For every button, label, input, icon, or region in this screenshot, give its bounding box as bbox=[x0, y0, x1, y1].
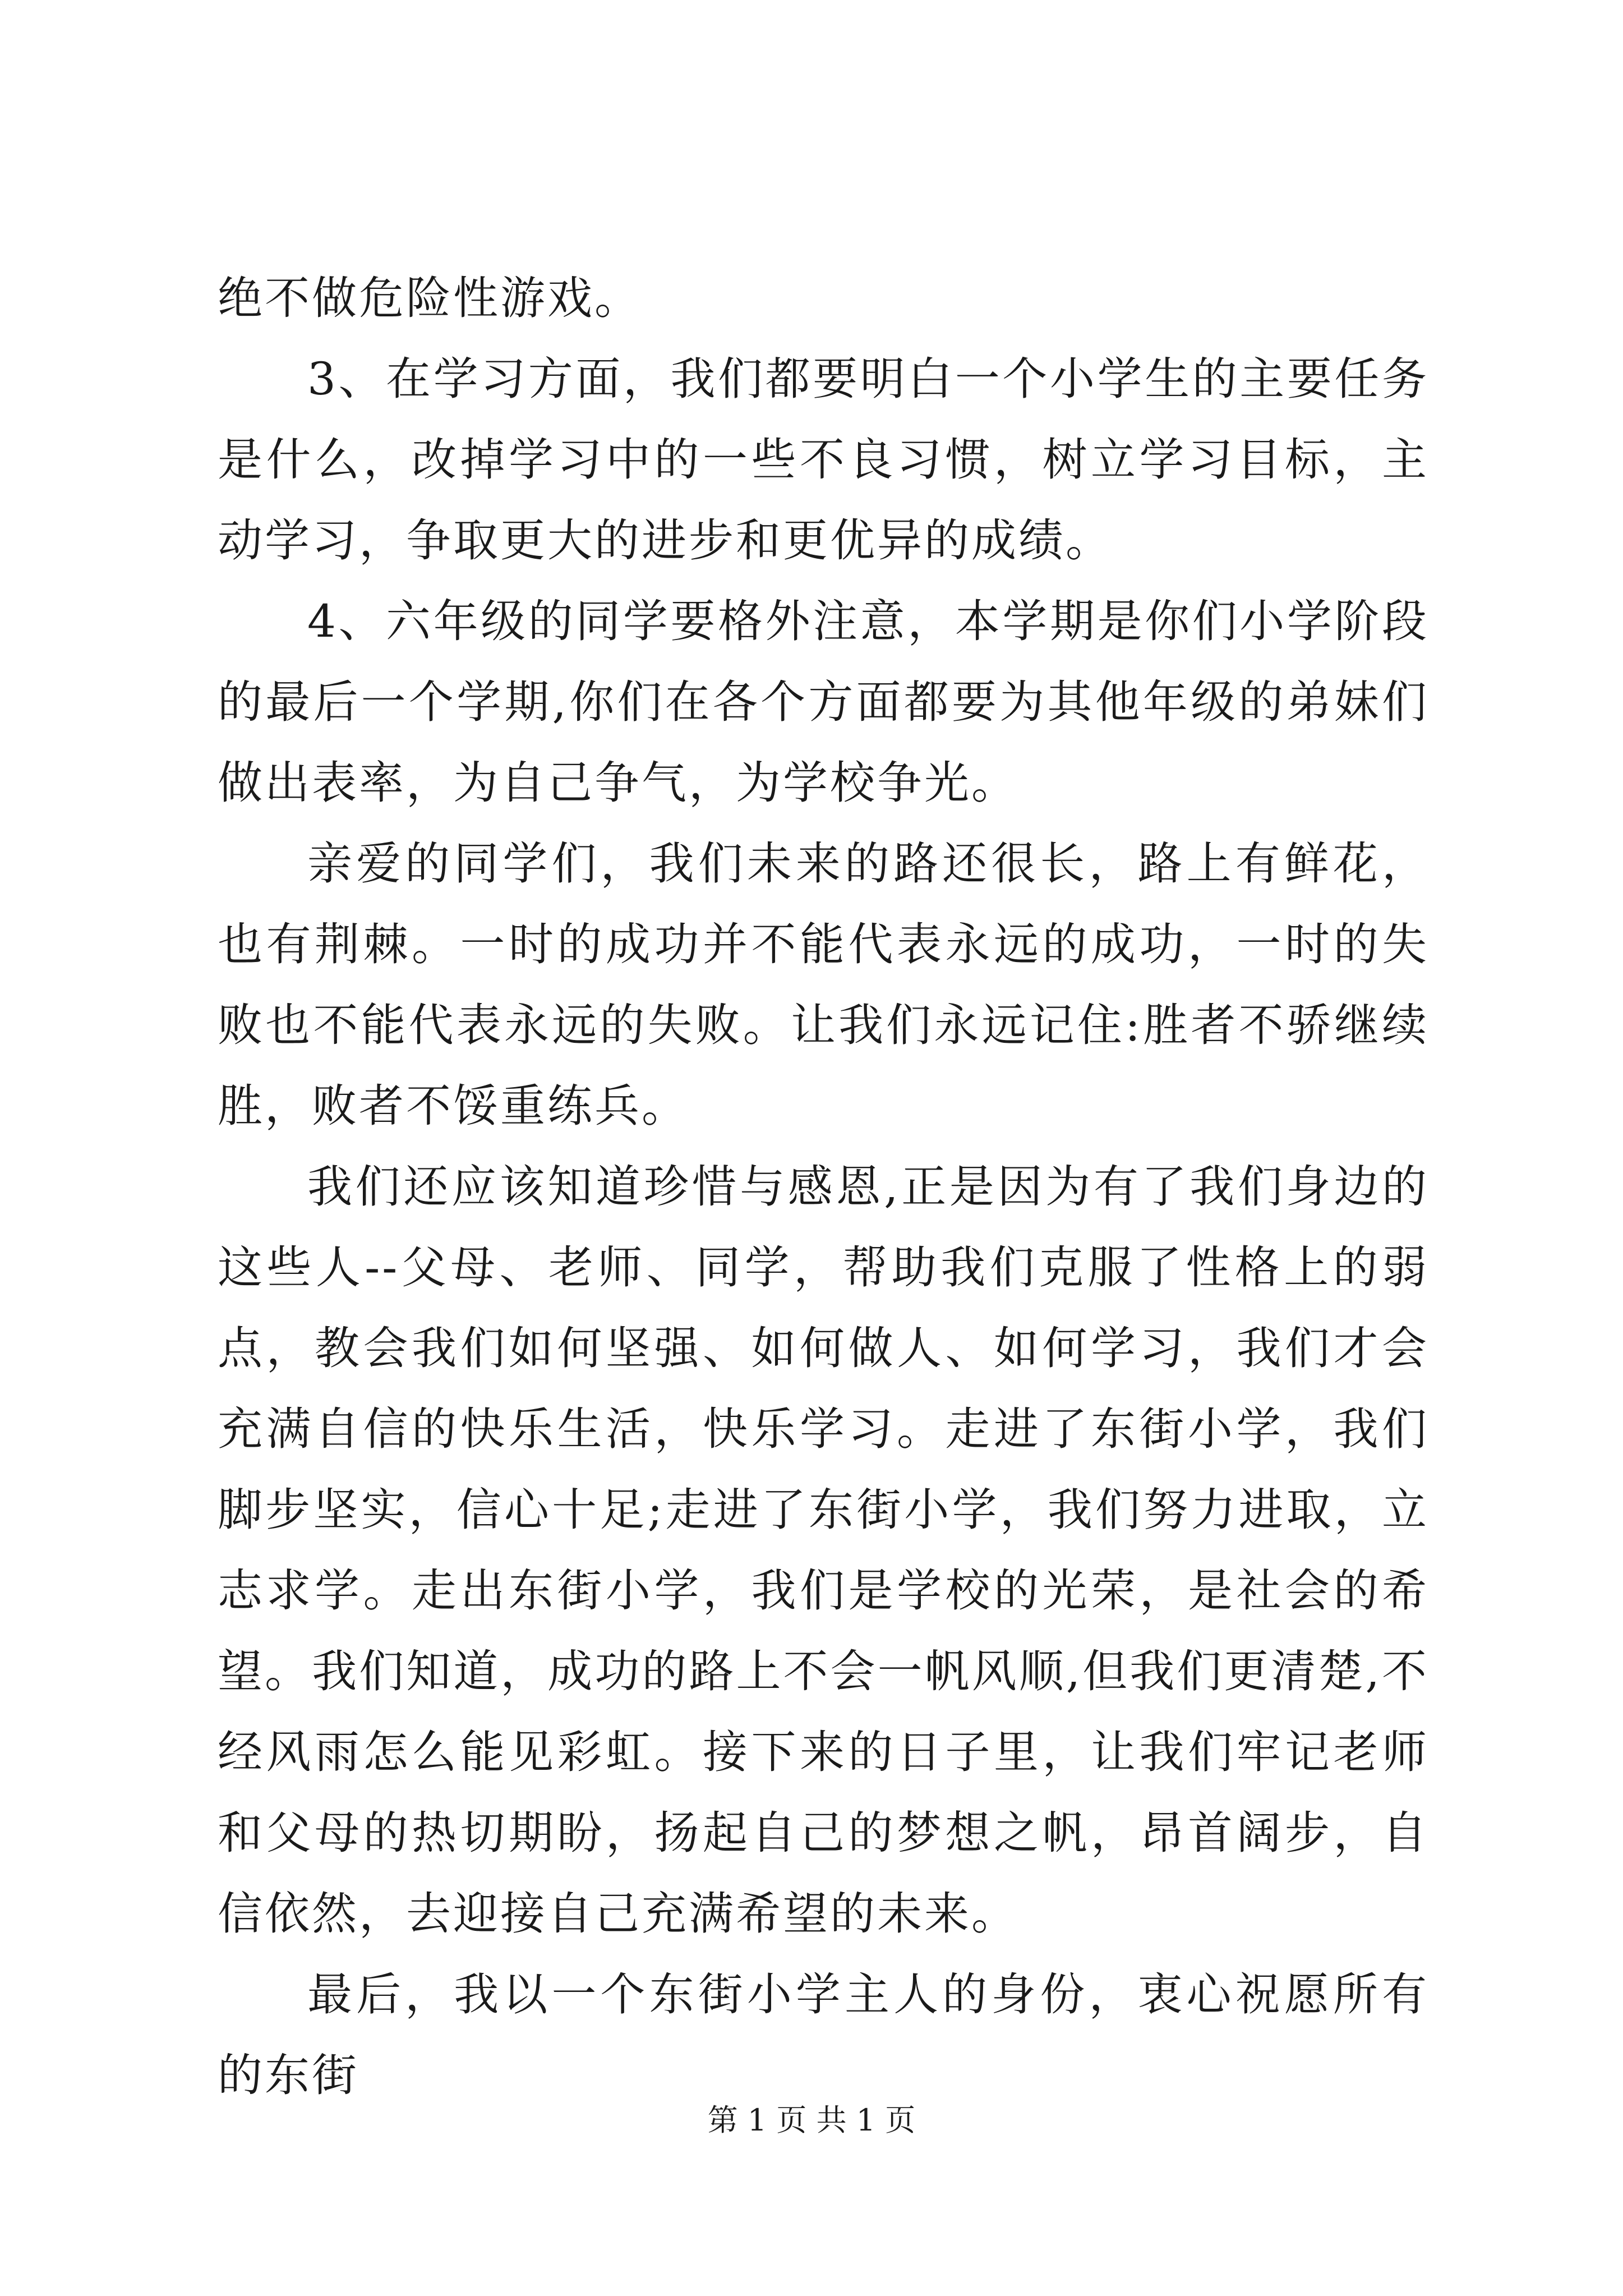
paragraph-3: 4、六年级的同学要格外注意，本学期是你们小学阶段的最后一个学期,你们在各个方面都要为其他年级的弟妹们做出表率，为自己争气，为学校争光。 bbox=[218, 595, 1429, 809]
page-footer bbox=[0, 2098, 1623, 2143]
paragraph-5: 我们还应该知道珍惜与感恩,正是因为有了我们身边的这些人--父母、老师、同学，帮助我们克服了性格上的弱点，教会我们如何坚强、如何做人、如何学习，我们才会充满自信的快乐生活，快乐学习。走进了东街小学，我们脚步坚实，信心十足;走进了东街小学，我们努力进取，立志求学。走出东街小学，我们是学校的光荣，是社会的希望。我们知道，成功的路上不会一帆风顺,但我们更清楚,不经风雨怎么能见彩虹。接下来的日子里，让我们牢记老师和父母的热切期盼，扬起自己的梦想之帆，昂首阔步，自信依然，去迎接自己充满希望的未来。 bbox=[218, 1161, 1429, 1940]
body-text bbox=[218, 258, 1429, 2116]
paragraph-1: 绝不做危险性游戏。 bbox=[218, 272, 642, 324]
page-number: 第 1 页 共 1 页 bbox=[707, 2102, 916, 2138]
paragraph-2: 3、在学习方面，我们都要明白一个小学生的主要任务是什么，改掉学习中的一些不良习惯，树立学习目标，主动学习，争取更大的进步和更优异的成绩。 bbox=[218, 353, 1429, 567]
paragraph-6: 最后，我以一个东街小学主人的身份，衷心祝愿所有的东街 bbox=[218, 1968, 1429, 2101]
paragraph-4: 亲爱的同学们，我们未来的路还很长，路上有鲜花，也有荆棘。一时的成功并不能代表永远的成功，一时的失败也不能代表永远的失败。让我们永远记住:胜者不骄继续胜，败者不馁重练兵。 bbox=[218, 838, 1429, 1132]
